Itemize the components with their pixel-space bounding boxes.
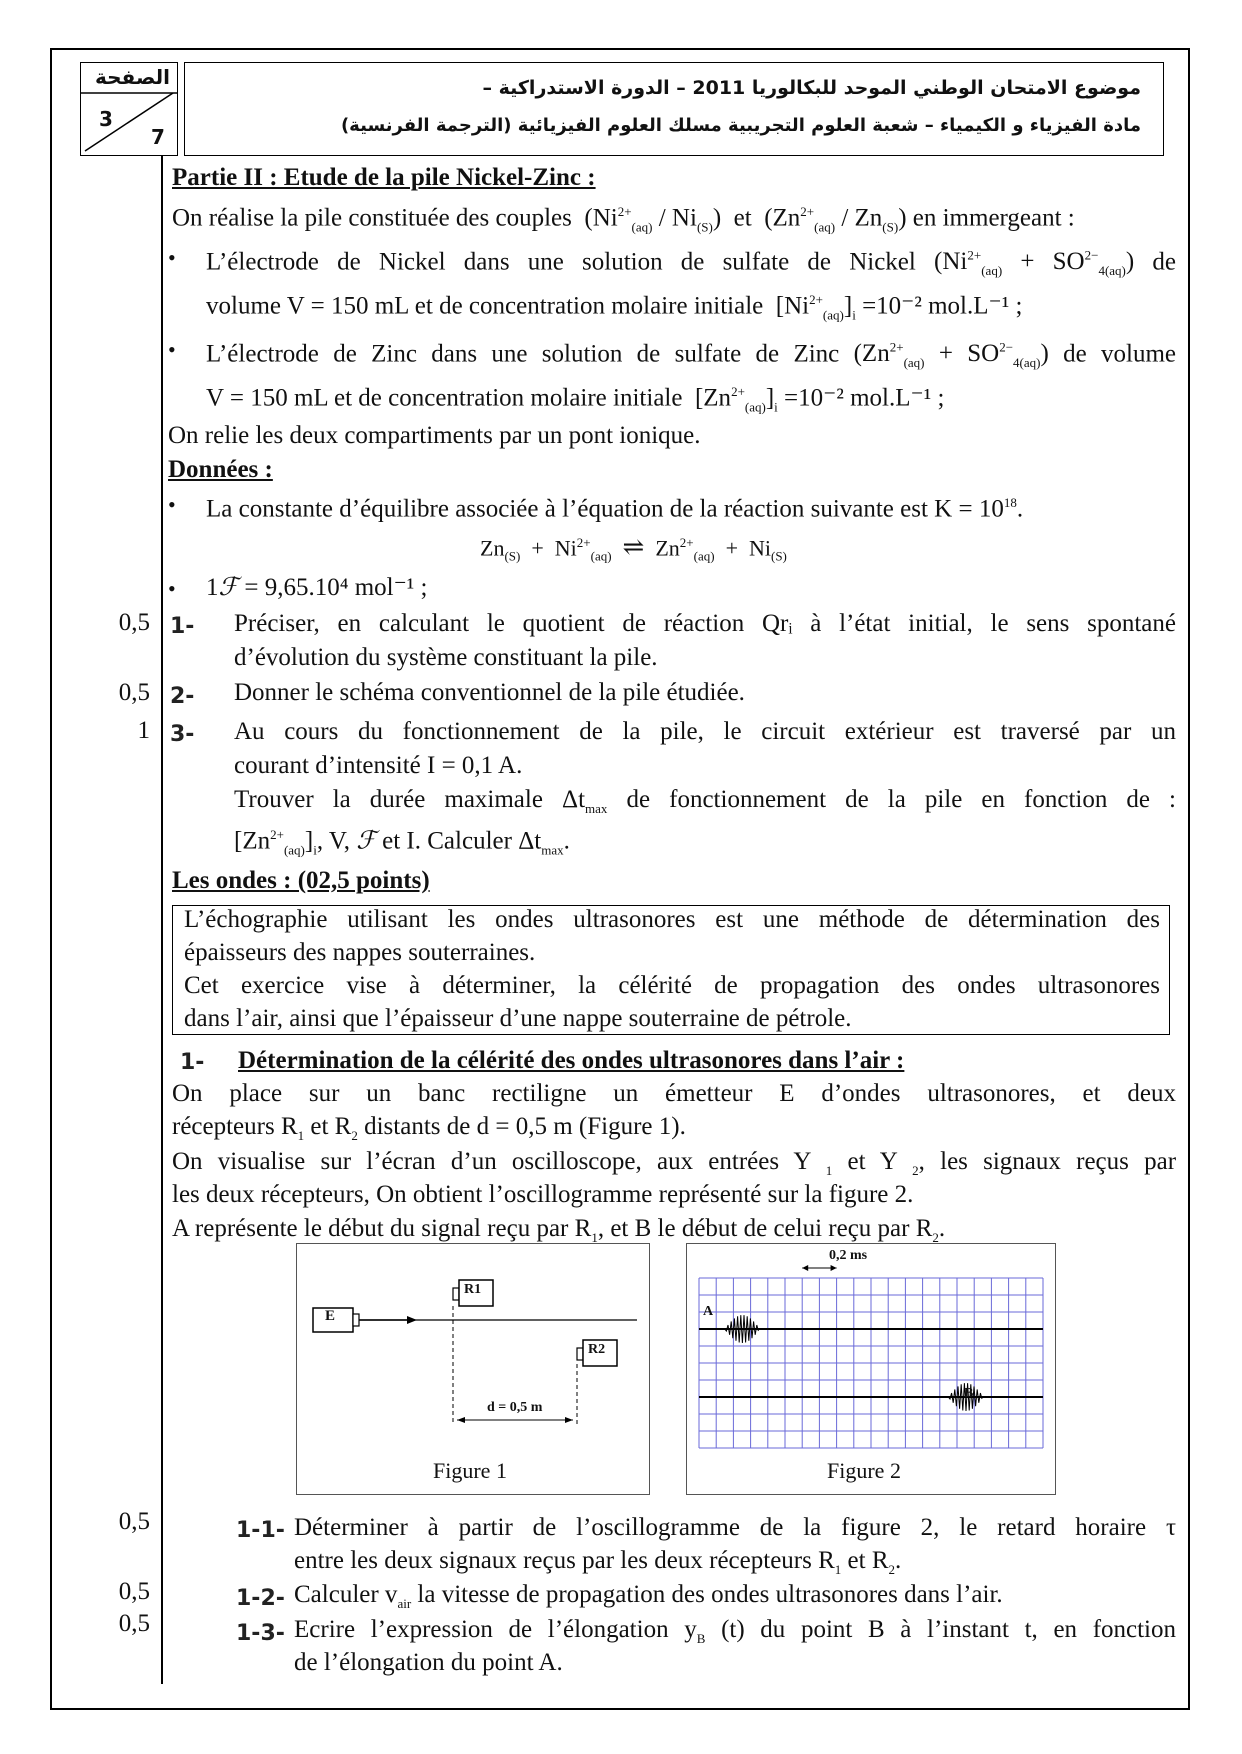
scale-arrow-right [831,1265,837,1271]
pont-text: On relie les deux compartiments par un pont ionique. [168,422,701,449]
q12-num: 1-2- [236,1586,285,1611]
q3-line3-a: Trouver la durée maximale Δt [234,786,586,813]
ondes-title: Les ondes : (02,5 points) [172,867,430,894]
q3-line4: $[Zn^{2+}_{(aq)}]_i$, V, ℱ et I. Calculer $\Delta t_{max}$. [234,825,570,858]
p3c: , les signaux reçus par [918,1148,1177,1175]
p2c: distants de d = 0,5 m (Figure 1). [364,1113,686,1140]
p2b: et R [310,1113,352,1140]
figure-1 [296,1243,650,1495]
score-q2: 0,5 [118,679,150,706]
bullet1-b: de [1152,248,1177,276]
q11-line1: Déterminer à partir de l’oscillogramme de la figure 2, le retard horaire τ [294,1514,1176,1541]
oscillogram [687,1244,1055,1494]
ondes-p5: A représente le début du signal reçu par $R_1$, et B le début de celui reçu par $R_2$. [172,1215,946,1245]
intro-a: On réalise la pile constituée des couples [172,204,572,232]
q11-num: 1-1- [236,1518,285,1543]
ondes-p2: récepteurs $R_1$ et $R_2$ distants de d = 0,5 m (Figure 1). [172,1113,686,1143]
bullet2-line2: V = 150 mL et de concentration molaire initiale $[Zn^{2+}_{(aq)}]_i =10^{-2}$ mol.L⁻¹ ; [206,384,945,415]
page-num: 3 [99,107,113,131]
margin-rule [161,156,163,1684]
bullet-icon: • [168,245,176,270]
q3-line3-b: de fonctionnement de la pile en fonction de : [626,786,1177,813]
q3-line4-sub: max [541,842,564,858]
k-text: La constante d’équilibre associée à l’équation de la réaction suivante est K = 10 [206,495,1004,523]
faraday-line: 1ℱ = 9,65.10⁴ mol⁻¹ ; [206,572,428,601]
q13-a: Ecrire l’expression de l’élongation y [294,1616,697,1643]
p5b: , et B le début de celui reçu par R [597,1215,933,1242]
p5c: . [938,1215,946,1242]
box-line3: Cet exercice vise à déterminer, la célérité de propagation des ondes ultrasonores [184,972,1160,999]
zn-conc: =10⁻² mol.L⁻¹ ; [784,384,945,412]
p3a: On visualise sur l’écran d’un oscilloscope, aux entrées Y [172,1148,811,1175]
box-line4: dans l’air, ainsi que l’épaisseur d’une nappe souterraine de pétrole. [184,1005,852,1032]
score-q12: 0,5 [118,1578,150,1605]
q3-line2: courant d’intensité I = 0,1 A. [234,752,523,779]
ondes-p4: les deux récepteurs, On obtient l’oscillogramme représenté sur la figure 2. [172,1181,914,1208]
fig1-caption: Figure 1 [433,1458,507,1483]
fig2-caption: Figure 2 [827,1458,901,1483]
k-exp: 18 [1003,495,1017,510]
q3-line4-end: . [563,827,570,855]
header-line2: مادة الفيزياء و الكيمياء – شعبة العلوم التجريبية مسلك العلوم الفيزيائية (الترجمة الفرنسية) [340,115,1141,136]
q3-line1: Au cours du fonctionnement de la pile, le circuit extérieur est traversé par un [234,718,1176,745]
score-q3: 1 [137,717,150,744]
bullet2-a: L’électrode de Zinc dans une solution de sulfate de Zinc [206,340,840,368]
bullet1-a: L’électrode de Nickel dans une solution de sulfate de Nickel [206,248,916,276]
intro-b: en immergeant : [912,204,1075,232]
q3-line4-b: , V, [316,827,350,855]
p5a: A représente le début du signal reçu par R [172,1215,592,1242]
page-total: 7 [151,125,165,149]
bullet2-c: V = 150 mL et de concentration molaire initiale [206,384,683,412]
header-line1: موضوع الامتحان الوطني الموحد للبكالوريا 2011 – الدورة الاستدراكية – [482,77,1141,99]
partie2-title: Partie II : Etude de la pile Nickel-Zinc : [172,164,596,191]
bullet2-b: de volume [1063,340,1177,368]
q11-line2: entre les deux signaux reçus par les deux récepteurs $R_1$ et $R_2$. [294,1547,902,1577]
ondes-p3: On visualise sur l’écran d’un oscilloscope, aux entrées Y $_1$ et Y $_2$, les signaux reçus par [172,1148,1177,1178]
exam-header [184,62,1164,156]
bullet1-c: volume V = 150 mL et de concentration molaire initiale [206,292,764,320]
intro-line: On réalise la pile constituée des couples $(Ni^{2+}_{(aq)} / Ni_{(S)})$ et $(Zn^{2+}_{(aq)} / Zn_{(S)})$ en immergeant : [172,204,1075,235]
bullet1-line1: L’électrode de Nickel dans une solution de sulfate de Nickel $(Ni^{2+}_{(aq)} + SO^{2-}_{4(aq)})$ de [206,248,1177,279]
score-q1: 0,5 [118,609,150,636]
scale-arrow-left [802,1265,808,1271]
sec1-title: Détermination de la célérité des ondes ultrasonores dans l’air : [238,1047,905,1074]
bullet-icon: • [168,492,176,517]
q13-sub: B [696,1631,706,1646]
q13-b: (t) du point B à l’instant t, en fonction [721,1616,1177,1643]
q11-line2c: . [895,1547,902,1574]
q2-num: 2- [170,684,195,709]
reaction-equation: $Zn_{(S)} + Ni^{2+}_{(aq)}$ ⇌ $Zn^{2+}_{(aq)} + Ni_{(S)}$ [480,532,787,564]
fig1-R1: R1 [464,1282,482,1297]
q3-line3 [234,784,1176,825]
q1-num: 1- [170,614,195,639]
score-q11: 0,5 [118,1508,150,1535]
fig2-A: A [703,1304,714,1319]
bullet-icon: • [168,337,176,362]
k-line: La constante d’équilibre associée à l’équation de la réaction suivante est $K = 10^{18}$. [206,495,1024,523]
q11-line2b: et R [847,1547,889,1574]
sec1-num: 1- [180,1050,205,1075]
q12-a: Calculer v [294,1581,398,1608]
q3-num: 3- [170,722,195,747]
burst-a [725,1315,759,1343]
figure-2 [686,1243,1056,1495]
faraday-value: = 9,65.10⁴ mol⁻¹ ; [244,574,428,601]
ni-conc: =10⁻² mol.L⁻¹ ; [862,292,1023,320]
fig2-B: B [964,1386,974,1401]
q3-line4-c: et I. Calculer Δt [382,827,542,855]
q12-b: la vitesse de propagation des ondes ultrasonores dans l’air. [417,1581,1003,1608]
p3b: et Y [847,1148,897,1175]
box-line2: épaisseurs des nappes souterraines. [184,939,536,966]
bullet2-line1: L’électrode de Zinc dans une solution de sulfate de Zinc $(Zn^{2+}_{(aq)} + SO^{2-}_{4(aq)})$ de volume [206,340,1177,371]
q2-line1: Donner le schéma conventionnel de la pile étudiée. [234,679,745,706]
bullet-icon: • [168,576,176,601]
fig1-distance: d = 0,5 m [487,1400,543,1415]
score-q13: 0,5 [118,1610,150,1637]
page-number-box [80,62,178,156]
q13-num: 1-3- [236,1621,285,1646]
fig1-E: E [325,1308,336,1324]
p2a: récepteurs R [172,1113,298,1140]
donnees-title: Données : [168,456,273,483]
page-label: الصفحة [95,65,171,89]
fig1-R2: R2 [588,1342,606,1357]
q11-line2a: entre les deux signaux reçus par les deux récepteurs R [294,1547,835,1574]
q13-line2: de l’élongation du point A. [294,1649,563,1676]
q1-line1: Préciser, en calculant le quotient de réaction Qrᵢ à l’état initial, le sens spontané [234,610,1176,637]
fig2-scale: 0,2 ms [829,1248,868,1263]
q3-sub: max [585,801,608,816]
q12-sub: air [397,1596,412,1611]
box-line1: L’échographie utilisant les ondes ultrasonores est une méthode de détermination des [184,906,1160,933]
q1-line2: d’évolution du système constituant la pile. [234,644,658,671]
bullet1-line2: volume V = 150 mL et de concentration molaire initiale $[Ni^{2+}_{(aq)}]_i =10^{-2}$ mol.L⁻¹ ; [206,292,1023,323]
ondes-p1: On place sur un banc rectiligne un émetteur E d’ondes ultrasonores, et deux [172,1080,1176,1107]
